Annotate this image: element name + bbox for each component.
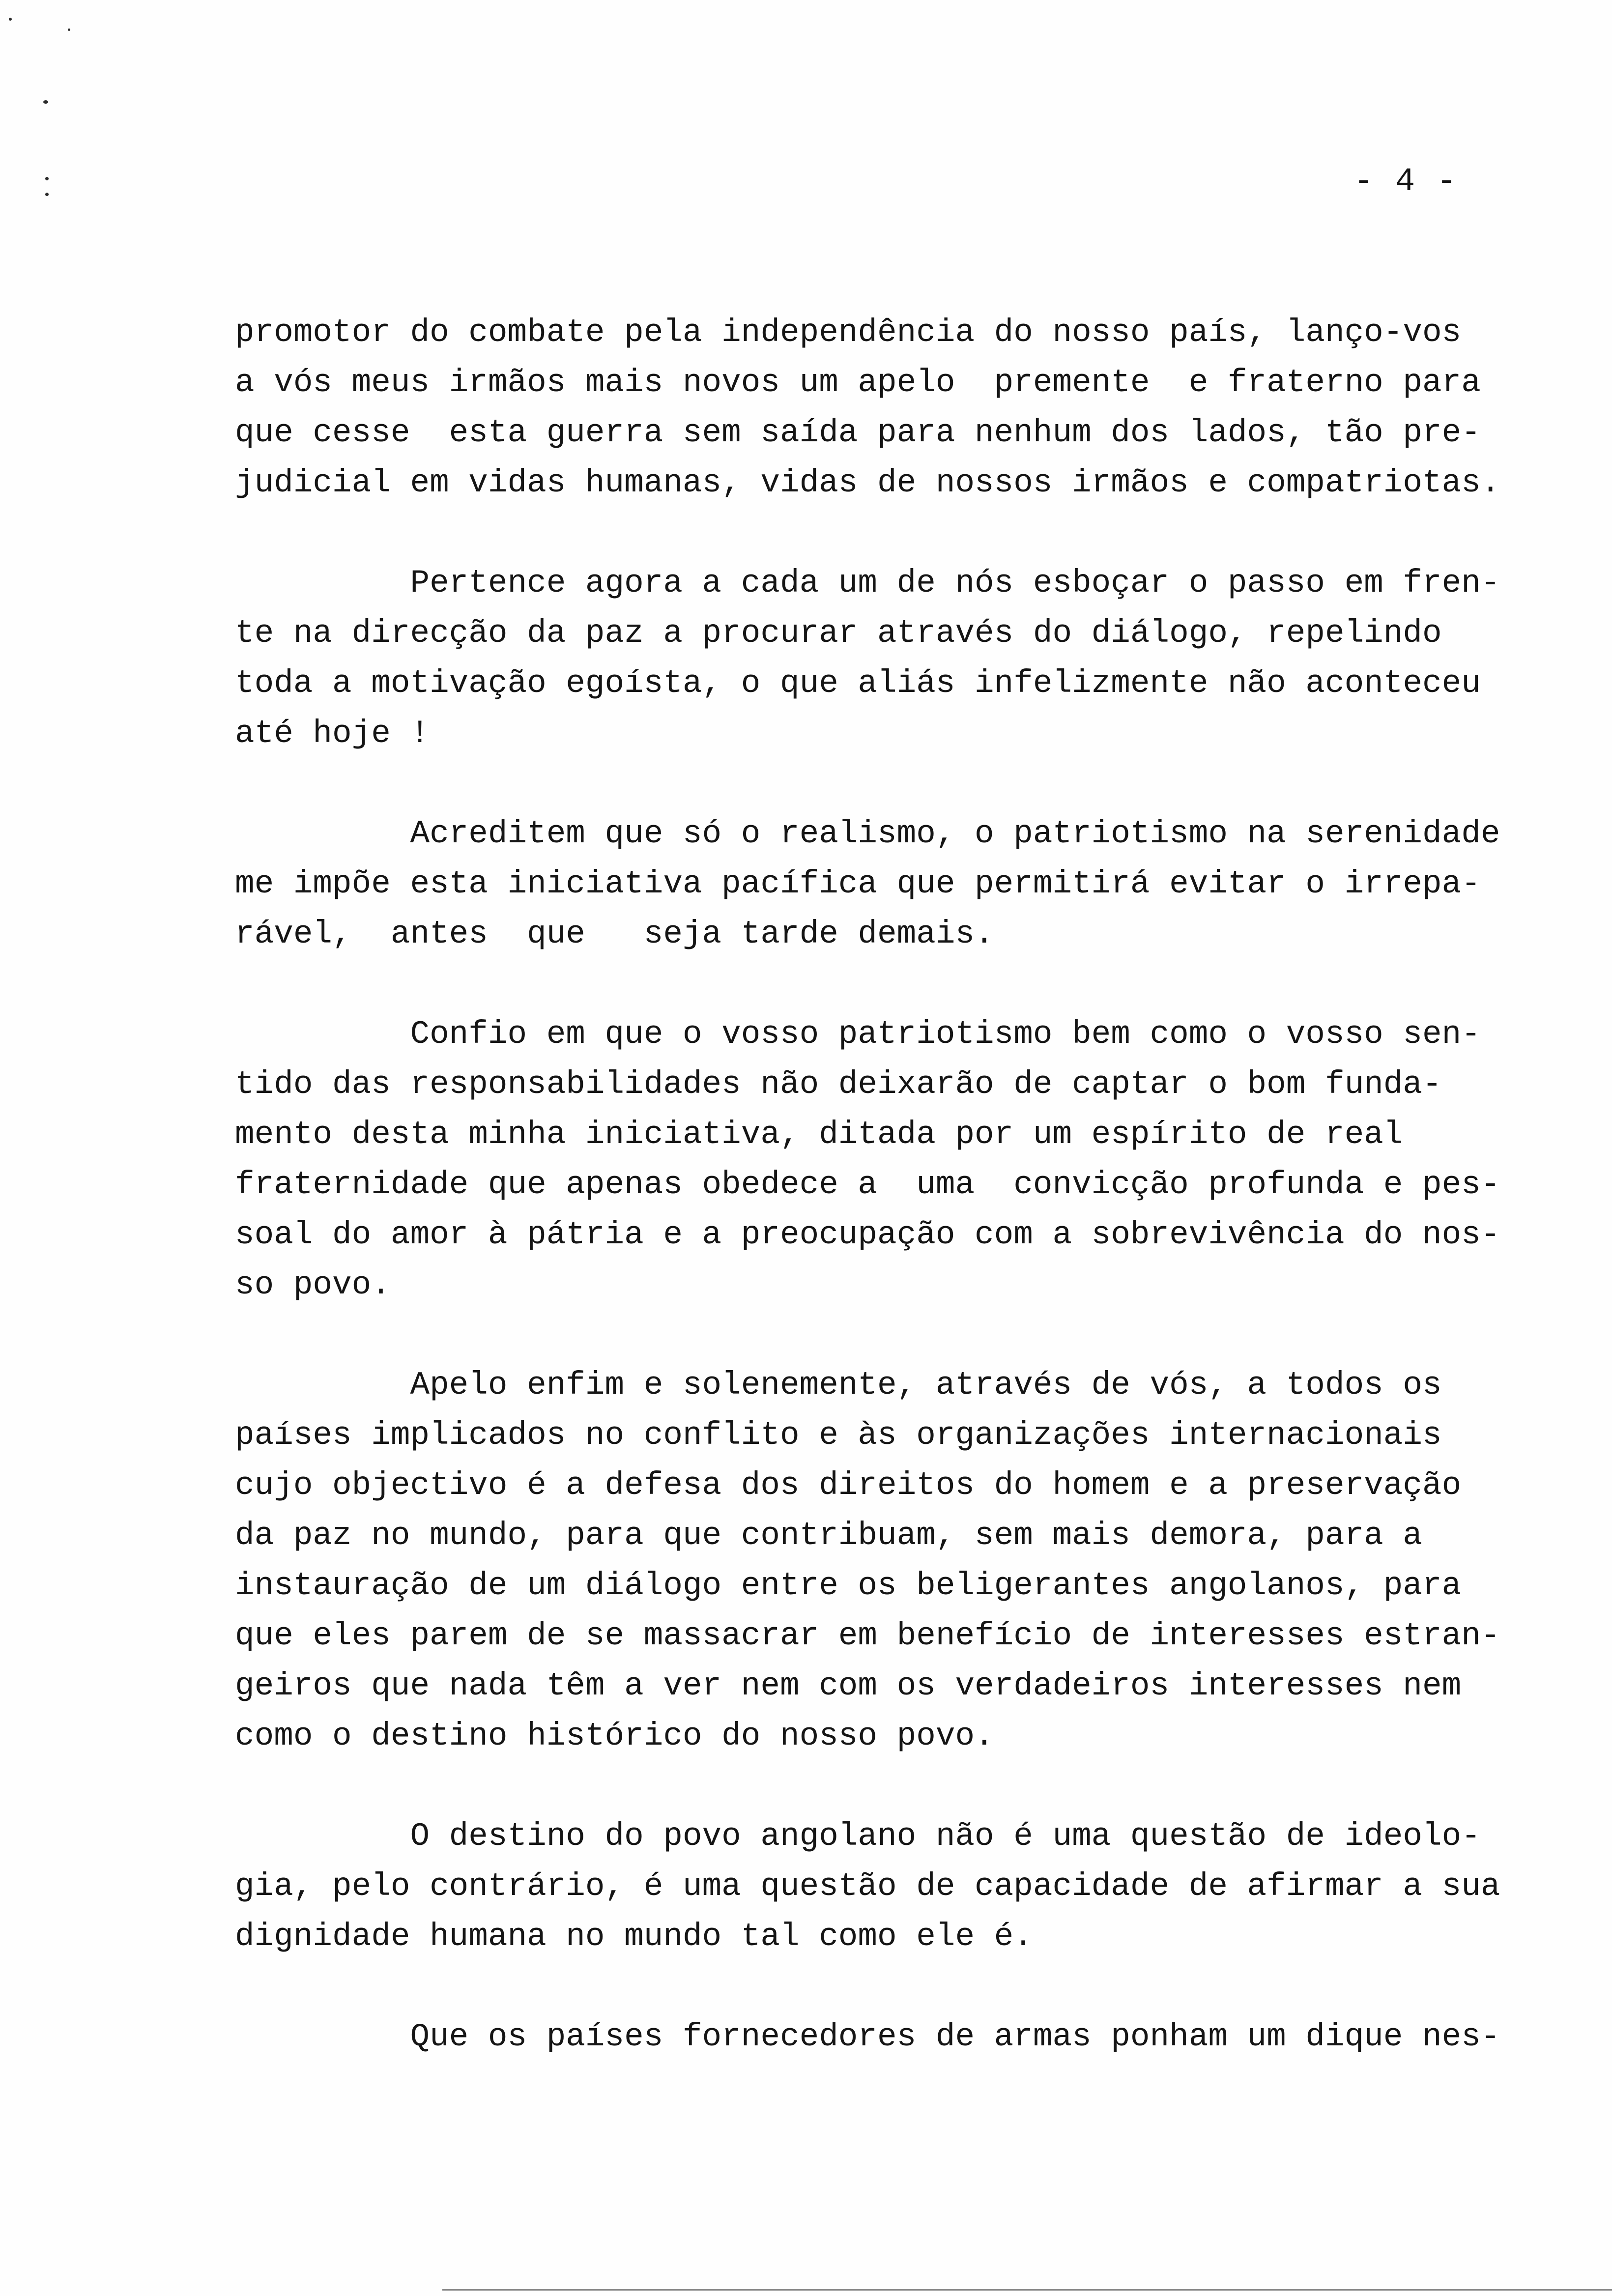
- scan-speck: [45, 177, 49, 180]
- text-line: me impõe esta iniciativa pacífica que permitirá evitar o irrepa-: [235, 865, 1481, 902]
- paragraph-5: [235, 1360, 1562, 1761]
- text-line: so povo.: [235, 1266, 391, 1303]
- text-line: mento desta minha iniciativa, ditada por um espírito de real: [235, 1116, 1403, 1153]
- text-line: instauração de um diálogo entre os beligerantes angolanos, para: [235, 1567, 1462, 1604]
- text-line: Pertence agora a cada um de nós esboçar o passo em fren-: [235, 565, 1500, 602]
- body-text: [235, 308, 1562, 2112]
- paragraph-7: [235, 2012, 1562, 2062]
- scan-speck: [45, 193, 49, 196]
- text-line: cujo objectivo é a defesa dos direitos do homem e a preservação: [235, 1467, 1462, 1504]
- scan-speck: [9, 18, 12, 21]
- page-number: - 4 -: [1353, 163, 1458, 201]
- text-line: Acreditem que só o realismo, o patriotismo na serenidade: [235, 815, 1500, 852]
- text-line: Que os países fornecedores de armas ponham um dique nes-: [235, 2018, 1500, 2055]
- text-line: toda a motivação egoísta, o que aliás infelizmente não aconteceu: [235, 665, 1481, 702]
- paragraph-6: [235, 1811, 1562, 1962]
- text-line: promotor do combate pela independência do nosso país, lanço-vos: [235, 314, 1462, 351]
- text-line: Confio em que o vosso patriotismo bem como o vosso sen-: [235, 1016, 1481, 1053]
- text-line: até hoje !: [235, 715, 430, 752]
- text-line: O destino do povo angolano não é uma questão de ideolo-: [235, 1818, 1481, 1855]
- text-line: dignidade humana no mundo tal como ele é.: [235, 1918, 1033, 1955]
- paragraph-4: [235, 1009, 1562, 1310]
- text-line: rável, antes que seja tarde demais.: [235, 916, 994, 952]
- text-line: da paz no mundo, para que contribuam, sem mais demora, para a: [235, 1517, 1422, 1554]
- scan-edge-line: [442, 2289, 1612, 2291]
- paragraph-3: [235, 809, 1562, 959]
- text-line: como o destino histórico do nosso povo.: [235, 1718, 994, 1754]
- text-line: soal do amor à pátria e a preocupação com a sobrevivência do nos-: [235, 1216, 1500, 1253]
- text-line: te na direcção da paz a procurar através do diálogo, repelindo: [235, 615, 1442, 652]
- text-line: que eles parem de se massacrar em benefício de interesses estran-: [235, 1617, 1500, 1654]
- text-line: países implicados no conflito e às organizações internacionais: [235, 1417, 1442, 1454]
- scan-speck: [43, 100, 48, 104]
- text-line: fraternidade que apenas obedece a uma convicção profunda e pes-: [235, 1166, 1500, 1203]
- text-line: tido das responsabilidades não deixarão de captar o bom funda-: [235, 1066, 1442, 1103]
- text-line: Apelo enfim e solenemente, através de vós, a todos os: [235, 1367, 1442, 1404]
- paragraph-1: [235, 308, 1562, 508]
- text-line: que cesse esta guerra sem saída para nenhum dos lados, tão pre-: [235, 414, 1481, 451]
- text-line: geiros que nada têm a ver nem com os verdadeiros interesses nem: [235, 1667, 1462, 1704]
- text-line: judicial em vidas humanas, vidas de nossos irmãos e compatriotas.: [235, 464, 1500, 501]
- text-line: gia, pelo contrário, é uma questão de capacidade de afirmar a sua: [235, 1868, 1500, 1905]
- text-line: a vós meus irmãos mais novos um apelo premente e fraterno para: [235, 364, 1481, 401]
- scan-speck: [68, 29, 70, 31]
- paragraph-2: [235, 558, 1562, 759]
